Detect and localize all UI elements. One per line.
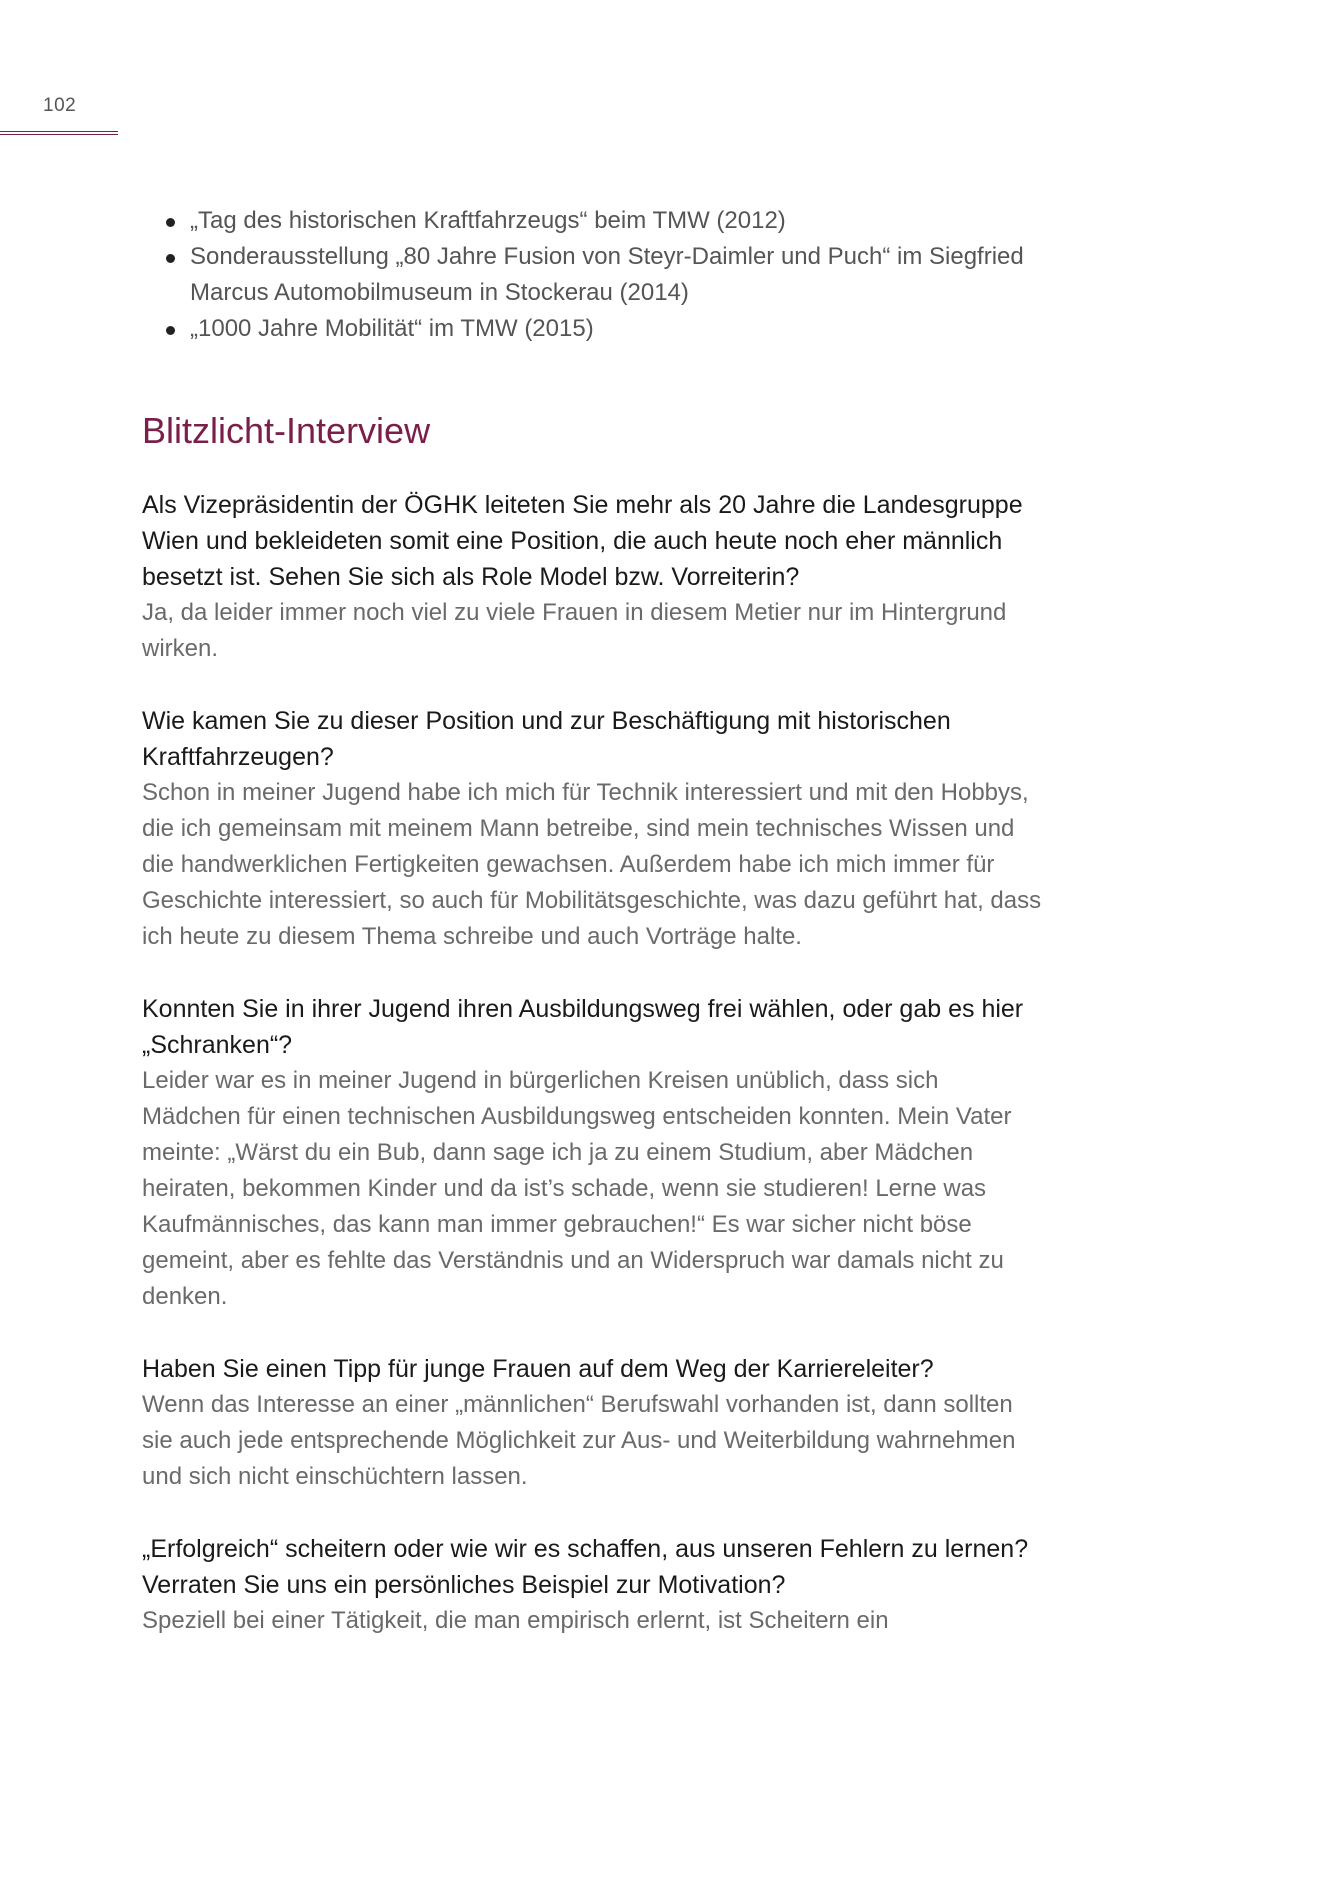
header-rule-line-bottom xyxy=(0,134,118,135)
qa-block xyxy=(142,1351,1042,1495)
interview-question: Konnten Sie in ihrer Jugend ihren Ausbildungsweg frei wählen, oder gab es hier „Schranken“? xyxy=(142,995,1024,1059)
qa-block xyxy=(142,703,1042,955)
interview-answer: Schon in meiner Jugend habe ich mich für Technik interessiert und mit den Hobbys, die ich gemeinsam mit meinem Mann betreibe, sind mein technisches Wissen und die handwerklichen Fertigkeiten gewachsen. Außerdem habe ich mich immer für Geschichte interessiert, so auch für Mobilitätsgeschichte, was dazu geführt hat, dass ich heute zu diesem Thema schreibe und auch Vorträge halte. xyxy=(142,779,1042,950)
interview-answer: Wenn das Interesse an einer „männlichen“ Berufswahl vorhanden ist, dann sollten sie auch jede entsprechende Möglichkeit zur Aus- und Weiterbildung wahrnehmen und sich nicht einschüchtern lassen. xyxy=(142,1391,1016,1490)
page-number: 102 xyxy=(43,95,77,116)
list-item xyxy=(142,203,1042,239)
page-content xyxy=(142,203,1042,1639)
interview-answer: Speziell bei einer Tätigkeit, die man empirisch erlernt, ist Scheitern ein xyxy=(142,1607,889,1634)
qa-block xyxy=(142,487,1042,667)
header-rule xyxy=(0,131,118,136)
interview-question: „Erfolgreich“ scheitern oder wie wir es schaffen, aus unseren Fehlern zu lernen? Verraten Sie uns ein persönliches Beispiel zur Motivation? xyxy=(142,1535,1029,1599)
list-item-text: „1000 Jahre Mobilität“ im TMW (2015) xyxy=(190,315,594,342)
bullet-icon xyxy=(166,218,175,227)
qa-block xyxy=(142,1531,1042,1639)
interview-question: Haben Sie einen Tipp für junge Frauen auf dem Weg der Karriereleiter? xyxy=(142,1355,934,1383)
list-item xyxy=(142,311,1042,347)
bullet-icon xyxy=(166,254,175,263)
event-list xyxy=(142,203,1042,347)
header-rule-line-top xyxy=(0,131,118,132)
bullet-icon xyxy=(166,326,175,335)
section-title: Blitzlicht-Interview xyxy=(142,410,431,451)
interview-question: Als Vizepräsidentin der ÖGHK leiteten Sie mehr als 20 Jahre die Landesgruppe Wien und bekleideten somit eine Position, die auch heute noch eher männlich besetzt ist. Sehen Sie sich als Role Model bzw. Vorreiterin? xyxy=(142,491,1023,591)
interview-answer: Ja, da leider immer noch viel zu viele Frauen in diesem Metier nur im Hintergrund wirken. xyxy=(142,599,1007,662)
list-item xyxy=(142,239,1042,311)
list-item-text: Sonderausstellung „80 Jahre Fusion von Steyr-Daimler und Puch“ im Siegfried Marcus Automobilmuseum in Stockerau (2014) xyxy=(190,243,1024,306)
interview-question: Wie kamen Sie zu dieser Position und zur Beschäftigung mit historischen Kraftfahrzeugen? xyxy=(142,707,951,771)
list-item-text: „Tag des historischen Kraftfahrzeugs“ beim TMW (2012) xyxy=(190,207,786,234)
qa-block xyxy=(142,991,1042,1315)
interview-answer: Leider war es in meiner Jugend in bürgerlichen Kreisen unüblich, dass sich Mädchen für einen technischen Ausbildungsweg entscheiden konnten. Mein Vater meinte: „Wärst du ein Bub, dann sage ich ja zu einem Studium, aber Mädchen heiraten, bekommen Kinder und da ist’s schade, wenn sie studieren! Lerne was Kaufmännisches, das kann man immer gebrauchen!“ Es war sicher nicht böse gemeint, aber es fehlte das Verständnis und an Widerspruch war damals nicht zu denken. xyxy=(142,1067,1012,1310)
